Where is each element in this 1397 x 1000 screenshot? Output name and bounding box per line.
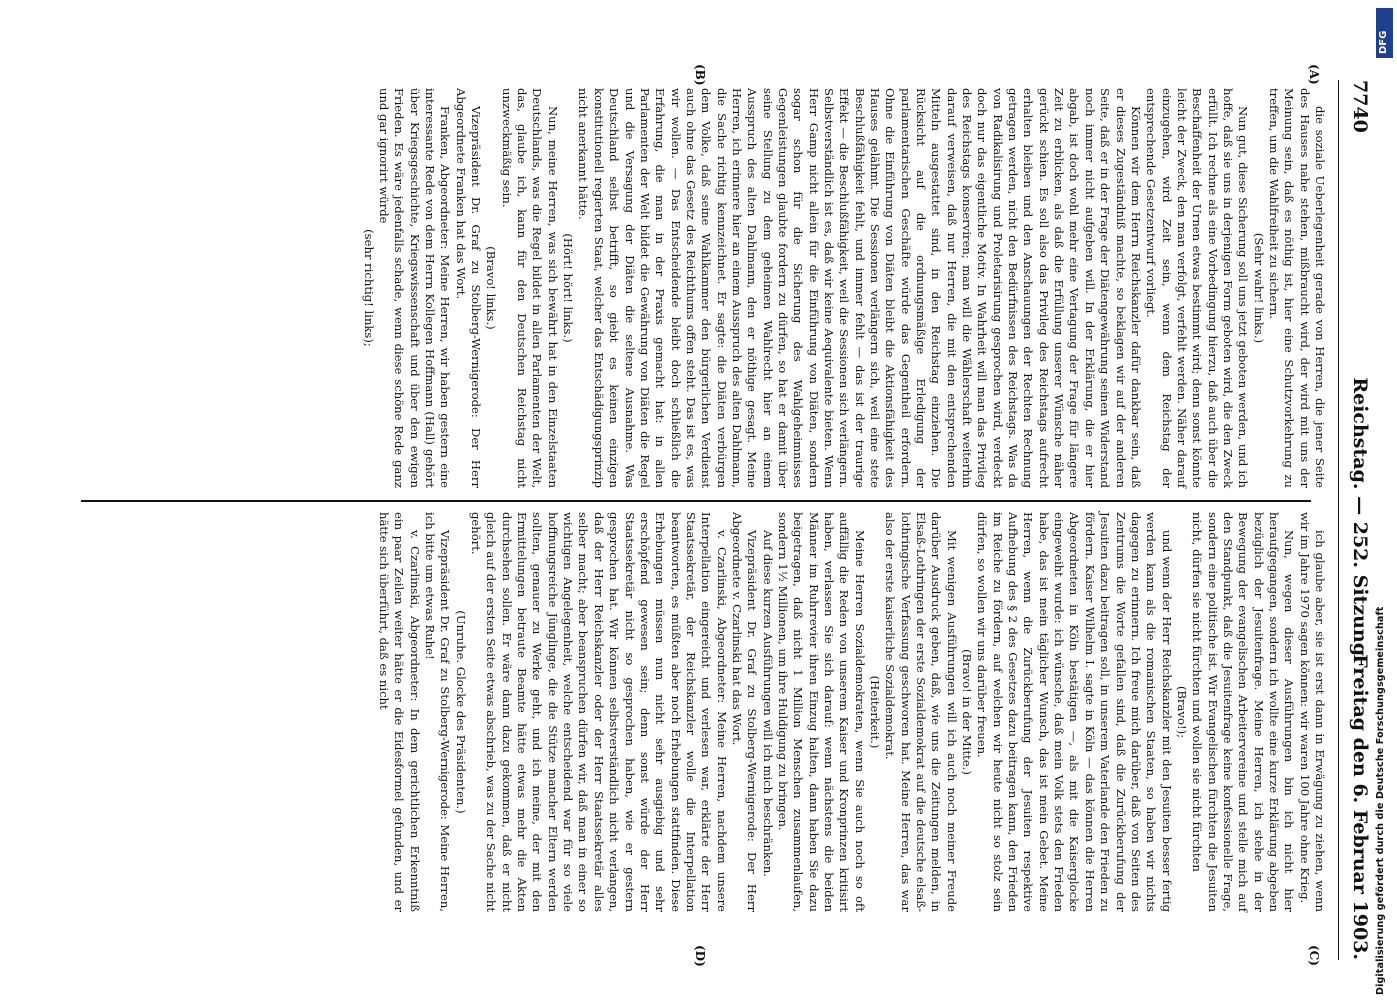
right-column-paragraph: Mit wenigen Ausführungen will ich auch noch meiner Freude darüber Ausdruck geben, daß, wie uns die Zeitungen melden, in Elsaß-Lothringen der erste Sozialdemokrat auf die deutsche elsaß-lothringische Verfassung geschworen hat. Meine Herren, das war also der erste kaiserliche Sozialdemokrat. bbox=[883, 512, 959, 912]
left-column-paragraph: (Hört! hört! links.) bbox=[561, 233, 576, 343]
left-column-paragraph: Nun gut, diese Sicherung soll uns jetzt geboten werden, und ich hoffe, daß sie uns in derjenigen Form geboten wird, die den Zweck erfüllt. Ich rechne als eine Vorbedingung hierzu, daß auch über die Beschaffenheit der Urnen etwas bestimmt wird; denn sonst könnte leicht der Zweck, den man verfolgt, verfehlt werden. Näher darauf einzugehen, wird Zeit sein, wenn dem Reichstag der entsprechende Gesetzentwurf vorliegt. bbox=[1144, 88, 1251, 488]
margin-marker-c: (C) bbox=[1307, 945, 1321, 966]
right-column-paragraph: Nun, wegen dieser Ausführungen bin ich nicht hier heraufgegangen, sondern ich wollte eine kurze Erklärung abgeben bezüglich der Jesuitenfrage. Meine Herren, ich stehe in der Bewegung der evangelischen Arbeitervereine und stelle mich auf den Standpunkt, daß die Jesuitenfrage keine konfessionelle Frage, sondern eine politische ist. Wir Evangelischen fürchten die Jesuiten nicht, dürfen sie nicht fürchten und wollen sie nicht fürchten bbox=[1190, 512, 1297, 912]
left-column-paragraph: (Sehr wahr! links.) bbox=[1251, 232, 1266, 344]
right-column-paragraph: v. Czarlinski, Abgeordneter: Meine Herren, nachdem unsere Interpellation eingereicht und verlesen war, erklärte der Herr Staatssekretär, der Reichskanzler wolle die Interpellation beantworten, es müßten aber noch Erhebungen stattfinden. Diese Erhebungen müssen nun nicht sehr ausgiebig und sehr erschöpfend gewesen sein; denn sonst würde der Herr Staatssekretär nicht so gesprochen haben, wie er gestern gesprochen hat. Wir können selbstverständlich nicht verlangen, daß der Herr Reichskanzler oder der Herr Staatssekretär alles selber macht; aber beanspruchen dürfen wir, daß man in einer so wichtigen Angelegenheit, welche entscheidend war für so viele hoffnungsreiche Jünglinge, die die Stütze mancher Eltern werden sollten, genauer zu Werke geht, und ich meine, der mit den Ermittelungen betraute Beamte hätte etwas mehr die Akten durchsehen sollen. Er wäre dann dazu gekommen, daß er nicht gleich auf der ersten Seite etwas abschrieb, was zu der Sache nicht gehört. bbox=[469, 512, 729, 912]
left-column-paragraph: Vizepräsident Dr. Graf zu Stolberg-Wernigerode: Der Herr Abgeordnete Franken hat das Wort. bbox=[453, 88, 484, 488]
left-column-paragraph: Nun, meine Herren, was sich bewährt hat in den Einzelstaaten Deutschlands, was die Regel bildet in allen Parlamenten der Welt, das, glaube ich, kann für den Deutschen Reichstag nicht unzweckmäßig sein. bbox=[499, 88, 560, 488]
header-rule bbox=[1338, 80, 1339, 960]
right-column-paragraph: und wenn der Herr Reichskanzler mit den Jesuiten besser fertig werden kann als die romanischen Staaten, so haben wir nichts dagegen zu erinnern. Ich freue mich darüber, daß von Seiten des Zentrums die Worte gefallen sind, daß die Zurückberufung der Jesuiten dazu beitragen soll, in unserem Vaterlande den Frieden zu fördern. Kaiser Wilhelm I. sagte in Köln — das können die Herren Abgeordneten in Köln bestätigen —, als mit die Kaiserglocke eingeweiht wurde: ich wünsche, daß mein Volk stets den Frieden habe, das ist mein täglicher Wunsch, das ist mein Gebet. Meine Herren, wenn die Zurückberufung der Jesuiten respektive Aufhebung des § 2 des Gesetzes dazu beitragen kann, den Frieden im Reiche zu fördern, auf welchen wir heute nicht so stolz sein dürfen, so wollen wir uns darüber freuen. bbox=[975, 512, 1174, 912]
dfg-logo bbox=[1376, 8, 1393, 58]
left-column-paragraph: (sehr richtig! links); bbox=[361, 229, 376, 347]
right-text-column bbox=[376, 512, 1327, 912]
left-column-paragraph: (Bravo! links.) bbox=[484, 246, 499, 330]
right-column-paragraph: v. Czarlinski, Abgeordneter: In dem gerichtlichen Erkenntniß ein paar Zeilen weiter hätte er die Eidesformel gefunden, und er hätte sich überführt, daß es nicht bbox=[377, 512, 422, 912]
right-column-paragraph: Auf diese kurzen Ausführungen will ich mich beschränken. bbox=[760, 530, 775, 877]
margin-marker-a: (A) bbox=[1307, 64, 1321, 85]
session-title: Reichstag. — 252. Sitzung. bbox=[1349, 377, 1371, 663]
right-column-paragraph: (Unruhe. Glocke des Präsidenten.) bbox=[453, 610, 468, 814]
digitization-note bbox=[1372, 600, 1394, 995]
left-column-paragraph: Können wir dem Herrn Reichskanzler dafür dankbar sein, daß er dieses Zugeständniß machte, so beklagen wir auf der anderen Seite, daß er in der Frage der Diätengewährung seinen Widerstand noch immer nicht aufgeben will. In der Erklärung, die er hier abgab, ist doch wohl mehr eine Vertagung der Frage für längere Zeit zu erblicken, als daß die Erfüllung unserer Wünsche näher gerückt schien. Es soll also das Privileg des Reichstags aufrecht erhalten bleiben und den Anschauungen der Rechten Rechnung getragen werden, nicht den Bedürfnissen des Reichstags. Was da von Radikalisirung und Proletarisirung gesprochen wird, verdeckt doch nur das eigentliche Motiv. In Wahrheit will man das Privileg des Reichstags konserviren; man will die Wählerschaft weiterhin darauf verweisen, daß nur Herren, die mit den entsprechenden Mitteln ausgestattet sind, in den Reichstag einziehen. Die Rücksicht auf die ordnungsmäßige Erledigung der parlamentarischen Geschäfte würde das Gegentheil erfordern. Ohne die Einführung von Diäten bleibt die Aktionsfähigkeit des Hauses gelähmt. Die Sessionen verlängern sich, weil eine stete Beschlußfähigkeit fehlt, und immer fehlt — das ist der traurige Effekt — die Beschlußfähigkeit, weil die Sessionen sich verlängern. Selbstverständlich ist es, daß wir keine Aequivalente bieten. Wenn Herr Gamp nicht allein für die Einführung von Diäten, sondern sogar schon für die Sicherung des Wahlgeheimnisses Gegenleistungen glaubte fordern zu dürfen, so hat er damit über seine Stellung zu dem geheimen Wahlrecht hier an einem Ausspruch des alten Dahlmann, den er nöthige gesagt. Meine Herren, ich erinnere hier an einem Ausspruch des alten Dahlmann, die Sache richtig kennzeichnet. Er sagte: die Diäten verbürgen dem Volke, daß seine Wahlkammer den bürgerlichen Verdienst auch ohne das Gesetz des Reichthums offen steht. Das ist es, was wir wollen. — Das Entscheidende bleibt doch schließlich die Erfahrung, die man in der Praxis gemacht hat: in allen Parlamenten der Welt bildet die Gewährung von Diäten die Regel und die Versagung der Diäten die seltene Ausnahme. Was Deutschland selbst betrifft, so giebt es keinen einzigen konstitutionell regierten Staat, welcher das Entschädigungsprinzip nicht anerkannt hätte. bbox=[576, 88, 1143, 488]
right-column-paragraph: Vizepräsident Dr. Graf zu Stolberg-Wernigerode: Der Herr Abgeordnete v. Czarlinski hat das Wort. bbox=[729, 512, 760, 912]
column-divider bbox=[81, 500, 1311, 502]
right-column-paragraph: ich glaube aber, sie ist erst dann in Erwägung zu ziehen, wenn wir im Jahre 1970 sagen können: wir waren 100 Jahre ohne Krieg. bbox=[1297, 512, 1327, 912]
margin-marker-d: (D) bbox=[693, 945, 707, 967]
right-column-paragraph: Vizepräsident Dr. Graf zu Stolberg-Wernigerode: Meine Herren, ich bitte um etwas Ruhe! bbox=[423, 512, 453, 912]
left-column-paragraph: die soziale Ueberlegenheit gerade von Herren, die jener Seite des Hauses nahe stehen, mißbraucht wird, der wird mit uns der Meinung sein, daß es nöthig ist, hier eine Schutzvorkehrung zu treffen, um die Wahlfreiheit zu sichern. bbox=[1266, 88, 1327, 488]
margin-marker-b: (B) bbox=[693, 64, 707, 86]
page-number: 7740 bbox=[1349, 80, 1371, 133]
right-column-paragraph: (Bravo! in der Mitte.) bbox=[960, 649, 975, 775]
digitization-note-text: Digitalisierung gefördert durch die Deutsche Forschungsgemeinschaft bbox=[1375, 606, 1386, 995]
right-column-paragraph: (Heiterkeit.) bbox=[868, 675, 883, 749]
dfg-logo-text: DFG bbox=[1378, 30, 1389, 54]
left-text-column bbox=[360, 88, 1327, 488]
left-column-paragraph: Franken, Abgeordneter: Meine Herren, wir haben gestern eine interessante Rede von dem Herrn Kollegen Hoffmann (Hall) gehört über Kriegsgeschichte, Kriegswissenschaft und über den ewigen Frieden. Es wäre jedenfalls schade, wenn diese schöne Rede ganz und gar ignorirt würde bbox=[377, 88, 453, 488]
right-column-paragraph: (Bravo!); bbox=[1174, 685, 1189, 739]
right-column-paragraph: Meine Herren Sozialdemokraten, wenn Sie auch noch so oft auffällig die Reden von unserem Kaiser und Kronprinzen kritisirt haben, verlassen Sie sich darauf: wenn nächstens die beiden Männer im Ruhrrevier ihren Einzug halten, dann haben Sie dazu beigetragen, daß nicht 1 Million Menschen zusammenlaufen, sondern 1½ Millionen, um ihre Huldigung zu bringen. bbox=[775, 512, 867, 912]
session-date: Freitag den 6. Februar 1903. bbox=[1349, 654, 1371, 960]
